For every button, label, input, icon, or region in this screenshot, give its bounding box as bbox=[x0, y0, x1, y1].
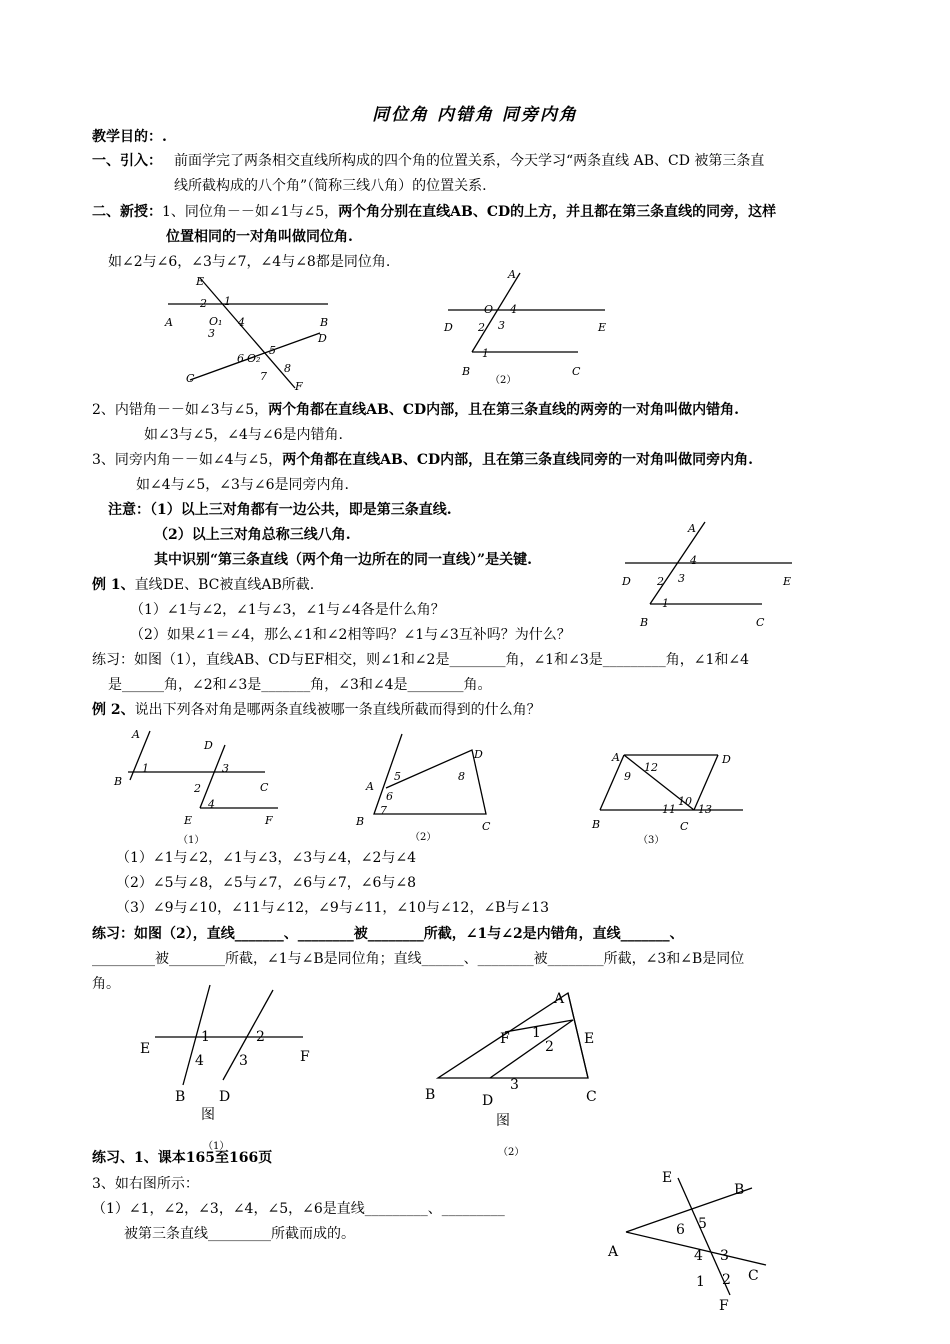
label-a: A bbox=[132, 728, 140, 741]
label-d: D bbox=[482, 1093, 494, 1109]
alternate-examples: 如∠3与∠5，∠4与∠6是内错角. bbox=[144, 427, 344, 443]
note-3: 其中识别“第三条直线（两个角一边所在的同一直线）”是关键. bbox=[154, 552, 532, 568]
label-angle-7: 7 bbox=[260, 370, 267, 383]
figure-practice-1-number: （1） bbox=[203, 1141, 230, 1152]
label-angle-2: 2 bbox=[256, 1029, 265, 1045]
figure-ex2-1 bbox=[110, 725, 280, 850]
figure-ex2-2 bbox=[350, 728, 500, 843]
label-angle-8: 8 bbox=[284, 362, 291, 375]
example-2-text: 说出下列各对角是哪两条直线被哪一条直线所截而得到的什么角？ bbox=[134, 702, 541, 718]
side-dc bbox=[694, 755, 718, 810]
label-angle-1: 1 bbox=[482, 347, 489, 360]
question-3: 3、如右图所示： bbox=[92, 1176, 199, 1192]
question-3-part-1-cont: 被第三条直线_________所截而成的。 bbox=[124, 1226, 355, 1242]
label-angle-1: 1 bbox=[224, 295, 231, 308]
intro-line-2: 线所截构成的八个角”（简称三线八角）的位置关系. bbox=[174, 178, 487, 194]
label-angle-5: 5 bbox=[394, 770, 401, 783]
figure-2-three-lines bbox=[440, 265, 620, 390]
example-1 bbox=[92, 575, 314, 595]
label-c: C bbox=[756, 616, 765, 629]
figure-practice-2-number: （2） bbox=[498, 1147, 525, 1158]
teaching-goal: 教学目的：. bbox=[92, 129, 167, 145]
corresponding-def-2: 位置相同的一对角叫做同位角. bbox=[166, 229, 353, 245]
co-interior-line bbox=[92, 450, 753, 470]
label-b: B bbox=[425, 1087, 436, 1103]
label-o2: O₂ bbox=[247, 352, 261, 365]
label-b: B bbox=[462, 365, 471, 378]
label-angle-1: 1 bbox=[696, 1274, 705, 1290]
corresponding-def-1: 两个角分别在直线AB、CD的上方，并且都在第三条直线的同旁，这样 bbox=[338, 204, 777, 220]
note-2: （2）以上三对角总称三线八角. bbox=[154, 527, 351, 543]
label-b: B bbox=[320, 316, 329, 329]
label-a: A bbox=[688, 522, 696, 535]
label-c: C bbox=[572, 365, 581, 378]
label-a: A bbox=[612, 751, 620, 764]
label-b: B bbox=[734, 1182, 745, 1198]
label-angle-2: 2 bbox=[657, 575, 664, 588]
new-lesson-label: 二、新授： bbox=[92, 204, 162, 220]
label-angle-9: 9 bbox=[624, 770, 631, 783]
figure-practice-1 bbox=[135, 985, 335, 1150]
figure-ex2-2-caption: （2） bbox=[410, 832, 437, 843]
line-d bbox=[223, 990, 273, 1080]
example-2-item-3: （3）∠9与∠10，∠11与∠12，∠9与∠11，∠10与∠12，∠B与∠13 bbox=[116, 900, 550, 916]
label-angle-4: 4 bbox=[694, 1248, 703, 1264]
figure-practice-2 bbox=[420, 985, 620, 1165]
label-angle-5: 5 bbox=[698, 1216, 707, 1232]
label-angle-3: 3 bbox=[678, 572, 685, 585]
intro-label: 一、引入： bbox=[92, 153, 162, 169]
label-d: D bbox=[444, 321, 453, 334]
label-e: E bbox=[783, 575, 792, 588]
label-angle-12: 12 bbox=[644, 761, 658, 774]
example-2-item-2: （2）∠5与∠8，∠5与∠7，∠6与∠7，∠6与∠8 bbox=[116, 875, 417, 891]
label-a: A bbox=[165, 316, 173, 329]
example-2 bbox=[92, 700, 541, 720]
label-f: F bbox=[265, 814, 273, 827]
practice-1-line-1: 练习：如图（1），直线AB、CD与EF相交，则∠1和∠2是________角，∠1和∠3是_________角，∠1和∠4 bbox=[92, 652, 750, 668]
label-d: D bbox=[622, 575, 631, 588]
label-f: F bbox=[500, 1031, 510, 1047]
label-angle-2: 2 bbox=[478, 321, 485, 334]
label-angle-2: 2 bbox=[200, 297, 207, 310]
note-1: 注意：（1）以上三对角都有一边公共，即是第三条直线. bbox=[108, 502, 452, 518]
figure-practice-1-caption: 图 bbox=[201, 1107, 215, 1123]
label-d: D bbox=[474, 748, 483, 761]
figure-1-three-lines bbox=[150, 270, 350, 395]
label-a: A bbox=[366, 780, 374, 793]
figure-ex2-3 bbox=[588, 745, 748, 850]
label-a: A bbox=[554, 991, 565, 1007]
label-angle-2: 2 bbox=[722, 1272, 731, 1288]
example-1-q1: （1）∠1与∠2，∠1与∠3，∠1与∠4各是什么角？ bbox=[130, 602, 445, 618]
page-title: 同位角 内错角 同旁内角 bbox=[372, 105, 578, 125]
label-c: C bbox=[482, 820, 491, 833]
label-angle-7: 7 bbox=[380, 804, 387, 817]
example-2-label: 例 2、 bbox=[92, 702, 135, 718]
label-angle-11: 11 bbox=[662, 803, 676, 816]
label-d: D bbox=[204, 739, 213, 752]
corresponding-examples: 如∠2与∠6，∠3与∠7，∠4与∠8都是同位角. bbox=[108, 254, 391, 270]
alternate-def: 两个角都在直线AB、CD内部，且在第三条直线的两旁的一对角叫做内错角. bbox=[268, 402, 740, 418]
label-e: E bbox=[662, 1170, 673, 1186]
triangle-abc bbox=[438, 993, 588, 1078]
label-angle-4: 4 bbox=[510, 303, 517, 316]
label-angle-6: 6 bbox=[386, 790, 393, 803]
practice-3: 练习、1、课本165至166页 bbox=[92, 1150, 273, 1166]
label-angle-6: 6 bbox=[676, 1222, 685, 1238]
figure-ex2-3-caption: （3） bbox=[638, 835, 665, 846]
label-angle-5: 5 bbox=[269, 344, 276, 357]
label-a: A bbox=[608, 1244, 619, 1260]
example-1-text: 直线DE、BC被直线AB所截. bbox=[134, 577, 315, 593]
label-b: B bbox=[175, 1089, 186, 1105]
label-angle-4: 4 bbox=[195, 1053, 204, 1069]
label-angle-3: 3 bbox=[239, 1053, 248, 1069]
practice-2-line-3: 角。 bbox=[92, 976, 120, 992]
label-angle-3: 3 bbox=[208, 327, 215, 340]
label-d: D bbox=[722, 753, 731, 766]
label-b: B bbox=[114, 775, 123, 788]
label-d: D bbox=[219, 1089, 231, 1105]
figure-question-3 bbox=[600, 1160, 790, 1340]
label-angle-4: 4 bbox=[238, 316, 245, 329]
figure-practice-2-caption: 图 bbox=[496, 1113, 510, 1129]
co-interior-lead: 3、同旁内角－－如∠4与∠5， bbox=[92, 452, 283, 468]
practice-2-text-1: 练习：如图（2），直线_______、________被________所截，∠1与∠2是内错角，直线_______、 bbox=[92, 926, 684, 942]
label-angle-2: 2 bbox=[194, 782, 201, 795]
label-angle-4: 4 bbox=[690, 554, 697, 567]
label-f: F bbox=[719, 1298, 729, 1314]
co-interior-examples: 如∠4与∠5，∠3与∠6是同旁内角. bbox=[136, 477, 350, 493]
practice-2-line-2: _________被________所截，∠1与∠B是同位角；直线______、________被________所截，∠3和∠B是同位 bbox=[92, 951, 745, 967]
label-e: E bbox=[140, 1041, 151, 1057]
alternate-lead: 2、内错角－－如∠3与∠5， bbox=[92, 402, 269, 418]
label-b: B bbox=[356, 815, 365, 828]
corresponding-lead: 1、同位角－－如∠1与∠5， bbox=[162, 204, 339, 220]
label-f: F bbox=[295, 380, 303, 393]
label-e: E bbox=[196, 275, 205, 288]
label-angle-3: 3 bbox=[510, 1077, 519, 1093]
label-d: D bbox=[318, 332, 327, 345]
label-angle-1: 1 bbox=[142, 762, 149, 775]
figure-3-three-lines bbox=[620, 518, 800, 633]
label-angle-3: 3 bbox=[498, 319, 505, 332]
figure-2-caption: （2） bbox=[490, 375, 517, 386]
label-e: E bbox=[184, 814, 193, 827]
label-angle-13: 13 bbox=[698, 803, 712, 816]
label-angle-6: 6 bbox=[237, 352, 244, 365]
example-1-q2: （2）如果∠1＝∠4，那么∠1和∠2相等吗？∠1与∠3互补吗？为什么？ bbox=[130, 627, 571, 643]
label-a: A bbox=[508, 268, 516, 281]
label-angle-1: 1 bbox=[662, 597, 669, 610]
label-e: E bbox=[598, 321, 607, 334]
new-lesson-line-1 bbox=[92, 202, 776, 222]
label-c: C bbox=[680, 820, 689, 833]
label-angle-1: 1 bbox=[532, 1025, 541, 1041]
label-angle-4: 4 bbox=[208, 798, 215, 811]
label-angle-3: 3 bbox=[720, 1248, 729, 1264]
label-c: C bbox=[748, 1268, 759, 1284]
label-o1: O₁ bbox=[209, 315, 223, 328]
practice-2-line-1 bbox=[92, 924, 684, 944]
label-angle-3: 3 bbox=[222, 762, 229, 775]
label-b: B bbox=[592, 818, 601, 831]
co-interior-def: 两个角都在直线AB、CD内部，且在第三条直线同旁的一对角叫做同旁内角. bbox=[282, 452, 754, 468]
label-c: C bbox=[186, 372, 195, 385]
example-1-label: 例 1、 bbox=[92, 577, 135, 593]
label-f: F bbox=[300, 1049, 310, 1065]
label-c: C bbox=[260, 781, 269, 794]
label-o: O bbox=[484, 303, 494, 316]
practice-1-line-2: 是______角，∠2和∠3是_______角，∠3和∠4是________角。 bbox=[108, 677, 492, 693]
label-angle-8: 8 bbox=[458, 770, 465, 783]
question-3-part-1: （1）∠1，∠2，∠3，∠4，∠5，∠6是直线_________、_________ bbox=[92, 1201, 505, 1217]
label-angle-10: 10 bbox=[678, 795, 692, 808]
example-2-item-1: （1）∠1与∠2，∠1与∠3，∠3与∠4，∠2与∠4 bbox=[116, 850, 417, 866]
alternate-line bbox=[92, 400, 739, 420]
label-angle-1: 1 bbox=[201, 1029, 210, 1045]
label-c: C bbox=[586, 1089, 597, 1105]
label-b: B bbox=[640, 616, 649, 629]
label-e: E bbox=[584, 1031, 595, 1047]
label-angle-2: 2 bbox=[545, 1039, 554, 1055]
figure-ex2-1-caption: （1） bbox=[178, 835, 205, 846]
intro-line-1: 前面学完了两条相交直线所构成的四个角的位置关系，今天学习“两条直线 AB、CD 被第三条直 bbox=[174, 153, 765, 169]
